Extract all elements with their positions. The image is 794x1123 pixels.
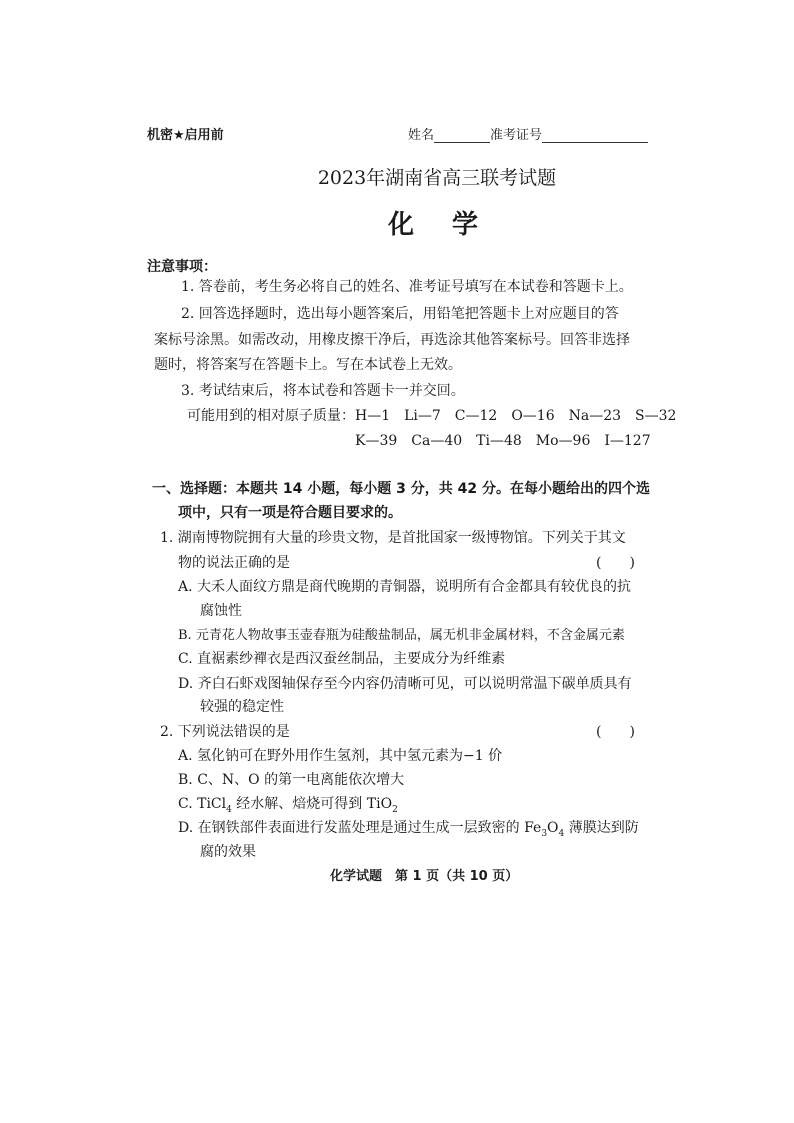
q1-answer-bracket[interactable]: ( ) (596, 555, 635, 571)
q2-option-d: D. 在钢铁部件表面进行发蓝处理是通过生成一层致密的 $Fe_3O_4$ 薄膜达到防 (178, 820, 639, 839)
q2-option-a: A. 氢化钠可在野外用作生氢剂，其中氢元素为−1 价 (178, 748, 503, 764)
q1-option-c: C. 直裾素纱襌衣是西汉蚕丝制品，主要成分为纤维素 (178, 651, 506, 667)
note-item: 1. 答卷前，考生务必将自己的姓名、准考证号填写在本试卷和答题卡上。 (181, 279, 633, 295)
atomic-mass-line-1: 可能用到的相对原子质量：H—1 Li—7 C—12 O—16 Na—23 S—32 (187, 408, 677, 424)
name-label: 姓名 (408, 128, 435, 143)
q1-option-d-cont: 较强的稳定性 (200, 699, 284, 715)
name-blank[interactable] (434, 128, 490, 143)
notes-heading: 注意事项： (147, 259, 217, 275)
q1-option-d: D. 齐白石虾戏图轴保存至今内容仍清晰可见，可以说明常温下碳单质具有 (178, 676, 632, 692)
atomic-mass-line-2: K—39 Ca—40 Ti—48 Mo—96 I—127 (355, 433, 651, 449)
q2-answer-bracket[interactable]: ( ) (596, 724, 635, 740)
q1-option-a-cont: 腐蚀性 (200, 603, 242, 619)
secret-label: 机密★启用前 (147, 128, 224, 143)
q1-stem-cont: 物的说法正确的是 (178, 555, 290, 571)
q1-option-a: A. 大禾人面纹方鼎是商代晚期的青铜器，说明所有合金都具有较优良的抗 (178, 579, 632, 595)
q1-option-b: B. 元青花人物故事玉壶春瓶为硅酸盐制品，属无机非金属材料，不含金属元素 (178, 628, 625, 643)
subject-title: 化 学 (387, 210, 484, 240)
q2-stem: 2. 下列说法错误的是 (160, 724, 290, 740)
exam-no-label: 准考证号 (490, 128, 543, 143)
page-footer: 化学试题 第 1 页（共 10 页） (330, 869, 519, 884)
note-item: 3. 考试结束后，将本试卷和答题卡一并交回。 (181, 383, 465, 399)
name-field[interactable] (408, 124, 648, 143)
section-heading: 一、选择题：本题共 14 小题，每小题 3 分，共 42 分。在每小题给出的四个选 (152, 481, 650, 497)
q2-option-c: C. TiCl$_4$ 经水解、焙烧可得到 TiO$_2$ (178, 796, 398, 815)
exam-title: 2023年湖南省高三联考试题 (317, 167, 557, 189)
q1-stem: 1. 湖南博物院拥有大量的珍贵文物，是首批国家一级博物馆。下列关于其文 (160, 530, 626, 546)
note-item: 题时，将答案写在答题卡上。写在本试卷上无效。 (154, 357, 462, 373)
q2-option-b: B. C、N、O 的第一电离能依次增大 (178, 772, 405, 788)
exam-no-blank[interactable] (542, 128, 648, 143)
section-heading-cont: 项中，只有一项是符合题目要求的。 (178, 505, 402, 521)
q2-option-d-cont: 腐的效果 (200, 844, 256, 860)
note-item: 案标号涂黑。如需改动，用橡皮擦干净后，再选涂其他答案标号。回答非选择 (154, 332, 630, 348)
note-item: 2. 回答选择题时，选出每小题答案后，用铅笔把答题卡上对应题目的答 (181, 306, 619, 322)
